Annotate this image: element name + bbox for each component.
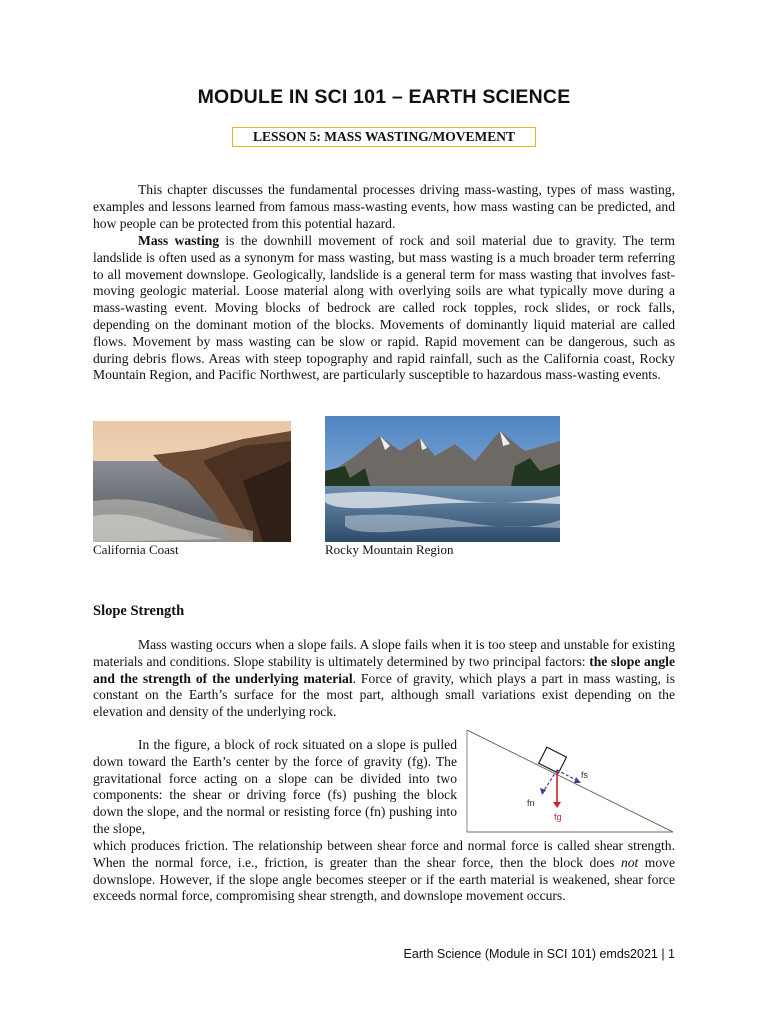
california-coast-photo (93, 421, 291, 542)
fg-label: fg (554, 812, 562, 822)
slope-p5-b: move downslope. However, if the slope angle becomes steeper or if the earth material is weakened, shear force exceeds normal force, compromising shear strength, and downslope movement occurs. (93, 854, 675, 904)
intro-p1-text: This chapter discusses the fundamental processes driving mass-wasting, types of mass wasting, examples and lessons learned from famous mass-wasting events, how mass wasting can be predicted, and how people can be protected from this potential hazard. (93, 182, 675, 231)
caption-california-coast: California Coast (93, 542, 179, 557)
module-title: MODULE IN SCI 101 – EARTH SCIENCE (197, 86, 571, 108)
fs-label: fs (581, 770, 589, 780)
slope-paragraph-1 (93, 637, 675, 721)
slope-p3-b: . Force of gravity, which plays a part in mass wasting, is constant on the Earth’s surface for the most part, although small variations exist depending on the elevation and density of the underlying rock. (93, 670, 675, 720)
slope-p3-bold: the slope angle and the strength of the underlying material (93, 653, 675, 686)
slope-paragraph-2 (93, 737, 457, 838)
caption-rocky-mountain: Rocky Mountain Region (325, 542, 454, 557)
rocky-mountain-photo (325, 416, 560, 542)
section-heading-slope-strength: Slope Strength (93, 603, 185, 619)
intro-p2-text: is the downhill movement of rock and soil material due to gravity. The term landslide is often used as a synonym for mass wasting, but mass wasting is a much broader term referring to all movement downslope. Geologically, landslide is a general term for mass wasting that involves fast-moving geologic material. Loose material along with overlying soils are what typically move during a mass-wasting event. Moving blocks of bedrock are called rock topples, rock slides, or rock falls, depending on the dominant motion of the blocks. Movements of dominantly liquid material are called flows. Movement by mass wasting can be slow or rapid. Rapid movement can be dangerous, such as during debris flows. Areas with steep topography and rapid rainfall, such as the California coast, Rocky Mountain Region, and Pacific Northwest, are particularly susceptible to hazardous mass-wasting events. (93, 233, 675, 383)
slope-force-diagram (465, 728, 675, 834)
slope-p3-a: Mass wasting occurs when a slope fails. A slope fails when it is too steep and unstable for existing materials and conditions. Slope stability is ultimately determined by two principal factors: (93, 637, 675, 669)
slope-p4-text: In the figure, a block of rock situated on a slope is pulled down toward the Earth’s center by the force of gravity (fg). The gravitational force acting on a slope can be divided into two components: the shear or driving force (fs) pushing the block down the slope, and the normal or resisting force (fn) pushing into the slope, (93, 737, 457, 836)
slope-paragraph-3 (93, 838, 675, 905)
intro-paragraph-2 (93, 233, 675, 384)
slope-p5-a: which produces friction. The relationship between shear force and normal force is called shear strength. When the normal force, i.e., friction, is greater than the shear force, then the block does (93, 838, 675, 870)
fn-label: fn (527, 798, 535, 808)
mass-wasting-term: Mass wasting (138, 233, 220, 248)
slope-p5-em: not (620, 854, 639, 870)
lesson-title: LESSON 5: MASS WASTING/MOVEMENT (232, 127, 536, 147)
page-footer: Earth Science (Module in SCI 101) emds2021 | 1 (403, 947, 675, 961)
intro-paragraph-1 (93, 182, 675, 232)
